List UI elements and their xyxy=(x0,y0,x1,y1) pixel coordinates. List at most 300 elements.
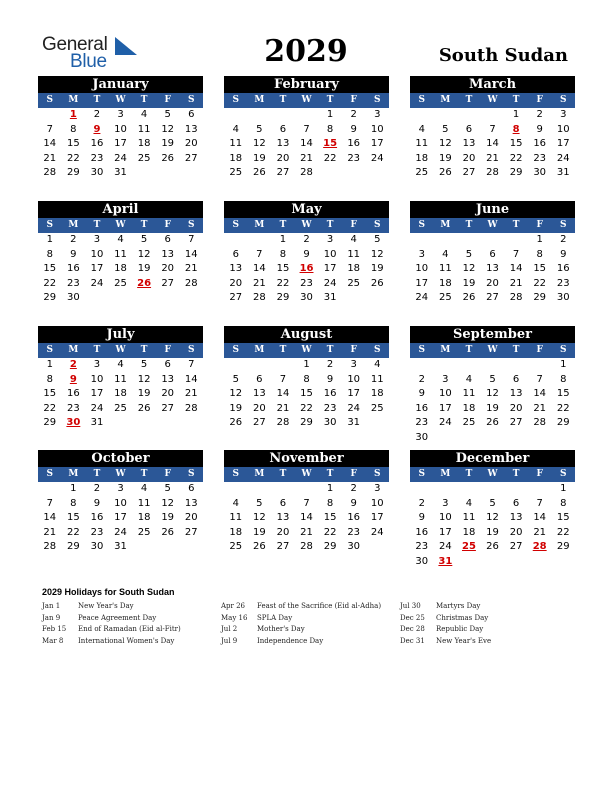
day-cell: 25 xyxy=(415,167,429,178)
day-cell: 1 xyxy=(560,483,567,494)
day-cell: 27 xyxy=(509,417,523,428)
day-cell: 6 xyxy=(164,234,171,245)
holiday-name: Mother's Day xyxy=(257,625,305,633)
day-cell xyxy=(457,233,481,248)
day-cell: 6 xyxy=(465,123,473,135)
day-cell: 17 xyxy=(90,263,104,274)
day-cell: 27 xyxy=(161,277,175,289)
day-cell: 24 xyxy=(439,541,452,552)
day-cell: 1 xyxy=(326,109,334,120)
week-row xyxy=(38,540,203,555)
weekday-label: T xyxy=(93,345,101,355)
week-row xyxy=(224,137,389,152)
weekday-label: W xyxy=(115,220,126,230)
day-cell: 22 xyxy=(67,526,80,538)
day-cell: 8 xyxy=(70,123,77,135)
weekday-header xyxy=(224,343,389,358)
day-cell: 6 xyxy=(512,497,520,509)
holiday-day-cell: 9 xyxy=(93,123,101,135)
week-row xyxy=(410,248,575,263)
day-cell: 2 xyxy=(70,234,77,245)
day-cell: 17 xyxy=(370,512,384,523)
day-cell xyxy=(504,358,528,373)
weekday-label: M xyxy=(440,345,451,355)
day-cell: 7 xyxy=(303,497,310,509)
week-row xyxy=(410,291,575,306)
day-cell xyxy=(434,358,458,373)
month-name: June xyxy=(410,201,575,218)
day-cell: 13 xyxy=(184,123,198,135)
weekday-label: T xyxy=(279,345,287,355)
day-cell: 15 xyxy=(276,263,290,274)
week-row xyxy=(38,248,203,263)
day-cell: 26 xyxy=(229,417,243,428)
day-cell: 18 xyxy=(137,512,151,523)
day-cell: 23 xyxy=(533,152,547,164)
holiday-date: Feb 15 xyxy=(42,625,67,633)
day-cell: 8 xyxy=(46,373,53,385)
week-row xyxy=(410,431,575,446)
day-cell: 13 xyxy=(462,138,476,149)
day-cell: 1 xyxy=(536,234,543,245)
weekday-label: S xyxy=(232,469,240,479)
day-cell xyxy=(109,291,133,306)
day-cell: 18 xyxy=(229,152,243,164)
holiday-day-cell: 30 xyxy=(66,417,81,428)
weekday-label: S xyxy=(46,345,54,355)
day-cell xyxy=(342,291,366,306)
holiday-date: Jul 9 xyxy=(221,636,238,645)
day-cell: 31 xyxy=(347,417,361,428)
weekday-header xyxy=(410,218,575,233)
day-cell: 27 xyxy=(462,167,476,178)
week-row xyxy=(410,166,575,181)
day-cell xyxy=(38,108,62,123)
weekday-label: M xyxy=(68,469,79,479)
day-cell xyxy=(179,540,203,555)
day-cell: 30 xyxy=(323,417,337,428)
day-cell: 30 xyxy=(300,292,313,303)
day-cell: 31 xyxy=(556,167,570,178)
holiday-name: End of Ramadan (Eid al-Fitr) xyxy=(78,625,181,633)
month-name: November xyxy=(224,450,389,467)
day-cell: 12 xyxy=(253,138,266,149)
day-cell: 10 xyxy=(370,497,384,509)
day-cell: 24 xyxy=(415,292,429,303)
week-row xyxy=(224,497,389,512)
day-cell: 3 xyxy=(418,248,425,260)
day-cell: 19 xyxy=(486,402,499,414)
day-cell: 12 xyxy=(253,512,266,523)
day-cell: 14 xyxy=(276,388,290,399)
weekday-label: F xyxy=(350,345,357,355)
weekday-label: T xyxy=(326,469,334,479)
month-august xyxy=(224,326,389,431)
day-cell xyxy=(271,108,295,123)
day-cell: 4 xyxy=(465,497,473,509)
weekday-label: T xyxy=(512,345,520,355)
weekday-header xyxy=(38,343,203,358)
weekday-label: S xyxy=(418,220,426,230)
day-cell: 22 xyxy=(276,277,290,289)
day-cell: 23 xyxy=(67,277,80,289)
day-cell: 27 xyxy=(184,152,198,164)
holiday-date: Dec 31 xyxy=(400,636,425,645)
holiday-item xyxy=(221,624,381,636)
day-cell: 30 xyxy=(533,167,547,178)
day-cell: 23 xyxy=(90,152,104,164)
week-row xyxy=(224,416,389,431)
day-cell: 11 xyxy=(114,373,127,385)
month-june xyxy=(410,201,575,306)
day-cell: 9 xyxy=(418,388,425,399)
day-cell xyxy=(224,482,248,497)
day-cell: 25 xyxy=(114,277,127,289)
day-cell: 7 xyxy=(46,123,53,135)
day-cell: 2 xyxy=(560,234,567,245)
month-name: January xyxy=(38,76,203,93)
day-cell: 29 xyxy=(556,417,570,428)
day-cell: 10 xyxy=(323,248,337,260)
weekday-label: S xyxy=(374,220,381,230)
day-cell: 24 xyxy=(347,402,361,414)
day-cell xyxy=(295,108,319,123)
day-cell: 29 xyxy=(323,541,337,552)
day-cell: 16 xyxy=(347,512,361,523)
day-cell: 10 xyxy=(415,263,429,274)
day-cell: 29 xyxy=(509,167,523,178)
weekday-label: T xyxy=(326,220,334,230)
weekday-label: S xyxy=(560,469,567,479)
day-cell xyxy=(504,555,528,570)
weekday-label: T xyxy=(140,95,148,105)
day-cell: 1 xyxy=(326,483,334,494)
day-cell: 6 xyxy=(279,497,287,509)
day-cell: 31 xyxy=(90,417,104,428)
day-cell xyxy=(457,358,481,373)
day-cell: 16 xyxy=(67,388,80,399)
day-cell: 13 xyxy=(276,138,290,149)
weekday-label: M xyxy=(254,95,265,105)
day-cell: 1 xyxy=(560,359,567,370)
day-cell: 1 xyxy=(512,109,520,120)
weekday-label: T xyxy=(326,95,334,105)
day-cell xyxy=(528,431,552,446)
day-cell: 5 xyxy=(374,234,381,245)
month-march xyxy=(410,76,575,181)
day-cell: 4 xyxy=(117,359,124,370)
holiday-day-cell: 8 xyxy=(512,123,520,135)
weekday-label: T xyxy=(93,469,101,479)
weekday-label: F xyxy=(350,220,357,230)
day-cell: 15 xyxy=(43,263,57,274)
holiday-name: Independence Day xyxy=(257,636,324,645)
week-row xyxy=(224,387,389,402)
day-cell xyxy=(224,108,248,123)
week-row xyxy=(224,358,389,373)
day-cell: 16 xyxy=(347,138,361,149)
day-cell: 15 xyxy=(556,512,570,523)
day-cell: 25 xyxy=(462,417,476,428)
weekday-label: S xyxy=(188,220,195,230)
day-cell: 29 xyxy=(556,541,570,552)
day-cell: 11 xyxy=(114,248,127,260)
month-name: February xyxy=(224,76,389,93)
day-cell: 9 xyxy=(536,123,543,135)
day-cell: 27 xyxy=(276,167,290,178)
day-cell: 24 xyxy=(114,152,127,164)
holiday-date: Jul 30 xyxy=(400,602,421,610)
day-cell: 9 xyxy=(350,123,357,135)
day-cell: 12 xyxy=(161,497,175,509)
weekday-header xyxy=(410,343,575,358)
week-row xyxy=(38,373,203,388)
day-cell: 24 xyxy=(556,152,570,164)
day-cell: 19 xyxy=(370,263,384,274)
day-cell xyxy=(504,482,528,497)
day-cell: 19 xyxy=(253,152,266,164)
week-row xyxy=(224,402,389,417)
weekday-label: W xyxy=(115,95,126,105)
day-cell xyxy=(551,555,575,570)
day-cell: 19 xyxy=(137,388,151,399)
day-cell: 29 xyxy=(67,167,80,178)
weekday-label: W xyxy=(301,469,312,479)
week-row xyxy=(410,152,575,167)
day-cell: 9 xyxy=(560,248,567,260)
week-row xyxy=(38,108,203,123)
weekday-label: S xyxy=(560,345,567,355)
day-cell: 26 xyxy=(161,526,175,538)
day-cell: 8 xyxy=(70,497,77,509)
day-cell: 20 xyxy=(509,526,523,538)
holiday-item xyxy=(400,636,491,648)
day-cell xyxy=(156,291,180,306)
day-cell: 5 xyxy=(232,373,239,385)
day-cell xyxy=(481,358,505,373)
day-cell: 28 xyxy=(533,417,547,428)
day-cell: 28 xyxy=(300,541,313,552)
weekday-label: F xyxy=(536,220,543,230)
month-name: December xyxy=(410,450,575,467)
day-cell: 15 xyxy=(556,388,570,399)
day-cell: 17 xyxy=(114,512,127,523)
week-row xyxy=(38,416,203,431)
holiday-day-cell: 2 xyxy=(69,359,77,370)
day-cell: 10 xyxy=(556,123,570,135)
country-name: South Sudan xyxy=(438,45,568,66)
day-cell: 11 xyxy=(137,497,151,509)
week-row xyxy=(410,123,575,138)
day-cell: 13 xyxy=(161,373,175,385)
day-cell xyxy=(248,482,272,497)
day-cell: 18 xyxy=(114,388,127,399)
day-cell xyxy=(434,108,458,123)
day-cell: 10 xyxy=(90,248,104,260)
day-cell: 7 xyxy=(46,497,53,509)
week-row xyxy=(224,262,389,277)
week-row xyxy=(410,137,575,152)
day-cell xyxy=(410,358,434,373)
day-cell: 8 xyxy=(326,497,334,509)
day-cell: 14 xyxy=(43,512,57,523)
day-cell: 10 xyxy=(114,497,127,509)
holiday-day-cell: 15 xyxy=(323,138,338,149)
holiday-date: Apr 26 xyxy=(221,602,246,610)
day-cell: 1 xyxy=(46,359,53,370)
holiday-day-cell: 26 xyxy=(137,277,152,289)
day-cell: 26 xyxy=(370,277,384,289)
month-name: August xyxy=(224,326,389,343)
day-cell: 30 xyxy=(67,292,80,303)
day-cell: 27 xyxy=(229,292,243,303)
week-row xyxy=(224,248,389,263)
week-row xyxy=(224,511,389,526)
day-cell: 16 xyxy=(556,263,570,274)
day-cell: 26 xyxy=(462,292,476,303)
weekday-label: T xyxy=(140,469,148,479)
week-row xyxy=(410,262,575,277)
weekday-label: S xyxy=(560,220,567,230)
day-cell: 17 xyxy=(90,388,104,399)
day-cell: 24 xyxy=(90,277,104,289)
day-cell: 25 xyxy=(229,541,243,552)
week-row xyxy=(224,277,389,292)
holiday-name: New Year's Day xyxy=(78,602,134,610)
day-cell: 20 xyxy=(462,152,476,164)
day-cell xyxy=(504,431,528,446)
day-cell: 22 xyxy=(509,152,523,164)
weekday-label: F xyxy=(350,95,357,105)
weekday-label: S xyxy=(46,469,54,479)
day-cell: 5 xyxy=(442,123,449,135)
day-cell: 29 xyxy=(43,292,57,303)
weekday-label: M xyxy=(440,220,451,230)
day-cell: 5 xyxy=(140,234,148,245)
day-cell: 11 xyxy=(370,373,384,385)
week-row xyxy=(38,497,203,512)
weekday-label: M xyxy=(254,220,265,230)
day-cell: 11 xyxy=(347,248,361,260)
weekday-label: F xyxy=(536,345,543,355)
weekday-label: W xyxy=(487,95,498,105)
day-cell xyxy=(457,108,481,123)
week-row xyxy=(410,277,575,292)
week-row xyxy=(224,291,389,306)
day-cell xyxy=(156,540,180,555)
day-cell: 21 xyxy=(43,526,57,538)
week-row xyxy=(410,482,575,497)
day-cell: 15 xyxy=(533,263,547,274)
day-cell: 4 xyxy=(442,248,449,260)
week-row xyxy=(38,526,203,541)
weekday-label: T xyxy=(279,95,287,105)
day-cell xyxy=(365,166,389,181)
holiday-name: Christmas Day xyxy=(436,613,489,622)
month-name: October xyxy=(38,450,203,467)
weekday-header xyxy=(38,93,203,108)
day-cell: 28 xyxy=(253,292,266,303)
day-cell xyxy=(434,482,458,497)
day-cell: 27 xyxy=(161,402,175,414)
weekday-header xyxy=(224,467,389,482)
day-cell xyxy=(434,233,458,248)
day-cell: 6 xyxy=(188,483,195,494)
day-cell: 17 xyxy=(370,138,384,149)
day-cell: 3 xyxy=(93,234,101,245)
day-cell: 30 xyxy=(90,541,104,552)
day-cell: 4 xyxy=(232,497,239,509)
day-cell: 22 xyxy=(556,526,570,538)
day-cell: 19 xyxy=(229,402,243,414)
day-cell xyxy=(481,482,505,497)
day-cell: 22 xyxy=(67,152,80,164)
day-cell: 7 xyxy=(536,497,543,509)
day-cell xyxy=(504,233,528,248)
week-row xyxy=(224,166,389,181)
weekday-label: M xyxy=(254,469,265,479)
week-row xyxy=(410,108,575,123)
day-cell: 7 xyxy=(279,373,287,385)
day-cell: 15 xyxy=(300,388,313,399)
day-cell: 11 xyxy=(229,138,243,149)
day-cell xyxy=(481,108,505,123)
day-cell: 14 xyxy=(533,388,547,399)
week-row xyxy=(38,277,203,292)
day-cell xyxy=(481,431,505,446)
day-cell: 16 xyxy=(90,512,104,523)
day-cell xyxy=(481,233,505,248)
month-september xyxy=(410,326,575,445)
day-cell: 6 xyxy=(256,373,263,385)
day-cell: 24 xyxy=(370,526,384,538)
day-cell: 14 xyxy=(43,138,57,149)
day-cell: 11 xyxy=(229,512,243,523)
day-cell: 5 xyxy=(164,109,171,120)
holiday-column xyxy=(42,601,181,647)
weekday-label: S xyxy=(46,220,54,230)
holiday-item xyxy=(221,613,381,625)
day-cell: 15 xyxy=(67,512,80,523)
holiday-item xyxy=(42,613,181,625)
day-cell: 19 xyxy=(462,277,476,289)
day-cell: 21 xyxy=(184,388,198,399)
day-cell: 15 xyxy=(323,512,337,523)
day-cell: 31 xyxy=(114,167,127,178)
holiday-day-cell: 1 xyxy=(69,109,77,120)
day-cell: 6 xyxy=(279,123,287,135)
holiday-item xyxy=(400,601,491,613)
day-cell: 8 xyxy=(303,373,310,385)
day-cell: 20 xyxy=(486,277,499,289)
week-row xyxy=(410,373,575,388)
week-row xyxy=(410,416,575,431)
day-cell: 29 xyxy=(533,292,547,303)
day-cell: 26 xyxy=(486,417,499,428)
weekday-header xyxy=(224,218,389,233)
day-cell: 26 xyxy=(137,402,151,414)
weekday-label: T xyxy=(465,345,473,355)
weekday-label: S xyxy=(418,469,426,479)
day-cell: 9 xyxy=(326,373,334,385)
day-cell: 13 xyxy=(161,248,175,260)
day-cell xyxy=(457,555,481,570)
day-cell: 20 xyxy=(184,512,198,523)
day-cell: 24 xyxy=(439,417,452,428)
day-cell: 28 xyxy=(300,167,313,178)
day-cell: 18 xyxy=(347,263,361,274)
day-cell: 22 xyxy=(43,277,57,289)
